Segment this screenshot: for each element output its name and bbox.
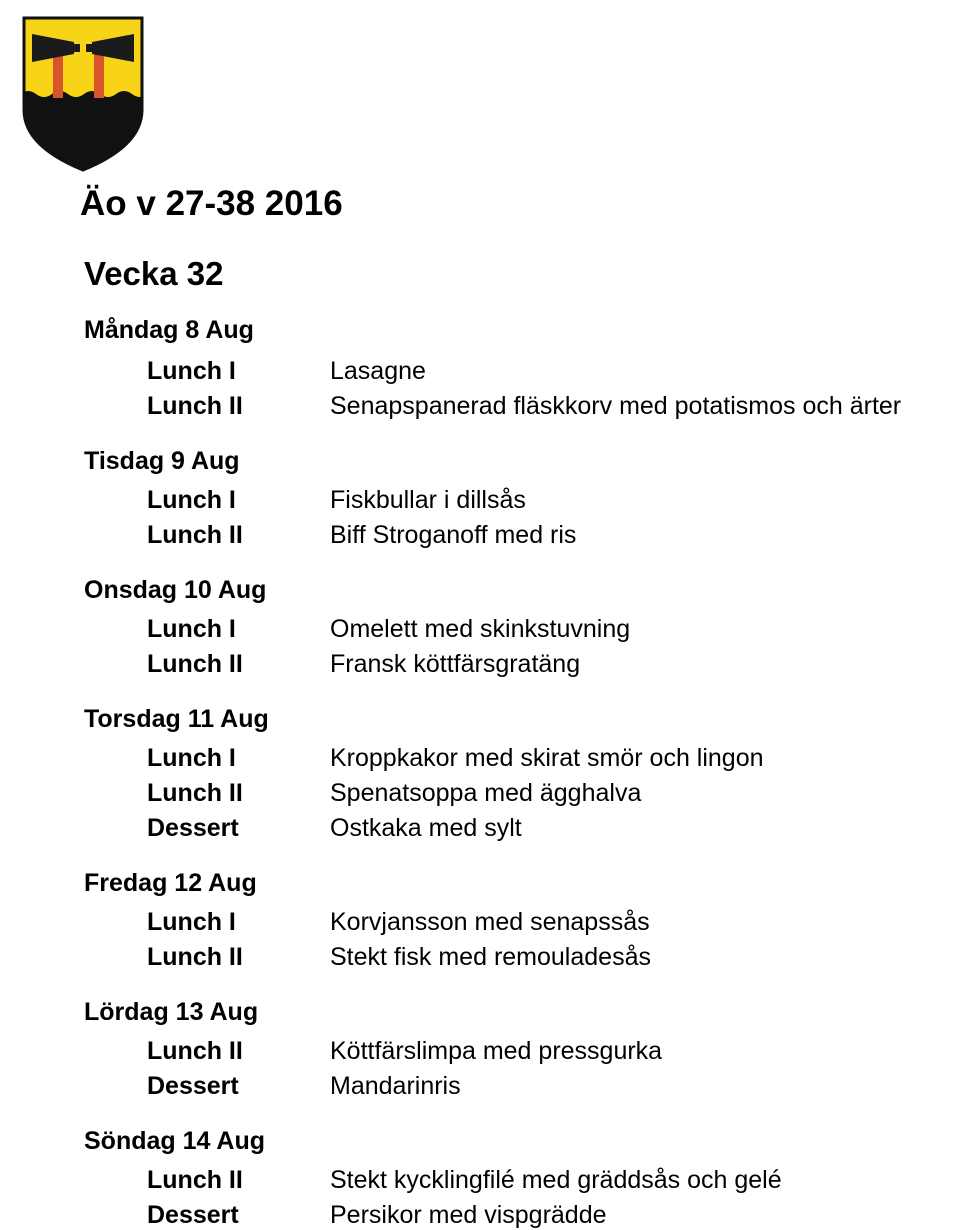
day-name: Torsdag 11 Aug — [84, 705, 269, 733]
meal-label: Lunch II — [147, 650, 243, 678]
day-name: Lördag 13 Aug — [84, 998, 259, 1026]
week-title: Vecka 32 — [84, 255, 224, 292]
meal-dish: Spenatsoppa med ägghalva — [330, 779, 642, 807]
meal-dish: Kroppkakor med skirat smör och lingon — [330, 744, 764, 772]
meal-label: Lunch I — [147, 615, 236, 643]
meal-dish: Omelett med skinkstuvning — [330, 615, 631, 643]
day-name: Fredag 12 Aug — [84, 869, 257, 897]
day-name: Tisdag 9 Aug — [84, 447, 240, 475]
meal-label: Lunch II — [147, 943, 243, 971]
meal-label: Lunch I — [147, 486, 236, 514]
meal-label: Lunch II — [147, 521, 243, 549]
meal-dish: Köttfärslimpa med pressgurka — [330, 1037, 663, 1065]
meal-dish: Senapspanerad fläskkorv med potatismos och ärter — [330, 392, 902, 420]
meal-label: Lunch II — [147, 392, 243, 420]
meal-label: Lunch I — [147, 357, 236, 385]
day-name: Måndag 8 Aug — [84, 316, 254, 344]
document-title: Äo v 27-38 2016 — [80, 184, 343, 223]
meal-label: Dessert — [147, 814, 239, 842]
day-name: Onsdag 10 Aug — [84, 576, 267, 604]
meal-label: Dessert — [147, 1201, 239, 1229]
meal-dish: Stekt kycklingfilé med gräddsås och gelé — [330, 1166, 782, 1194]
meal-dish: Ostkaka med sylt — [330, 814, 522, 842]
meal-dish: Lasagne — [330, 357, 426, 385]
meal-dish: Korvjansson med senapssås — [330, 908, 650, 936]
meal-dish: Fiskbullar i dillsås — [330, 486, 526, 514]
meal-dish: Biff Stroganoff med ris — [330, 521, 577, 549]
meal-label: Lunch I — [147, 744, 236, 772]
day-name: Söndag 14 Aug — [84, 1127, 266, 1155]
meal-dish: Stekt fisk med remouladesås — [330, 943, 651, 971]
meal-label: Dessert — [147, 1072, 239, 1100]
meal-label: Lunch II — [147, 779, 243, 807]
meal-label: Lunch II — [147, 1166, 243, 1194]
meal-dish: Mandarinris — [330, 1072, 461, 1100]
meal-label: Lunch II — [147, 1037, 243, 1065]
meal-label: Lunch I — [147, 908, 236, 936]
meal-dish: Fransk köttfärsgratäng — [330, 650, 581, 678]
meal-dish: Persikor med vispgrädde — [330, 1201, 607, 1229]
